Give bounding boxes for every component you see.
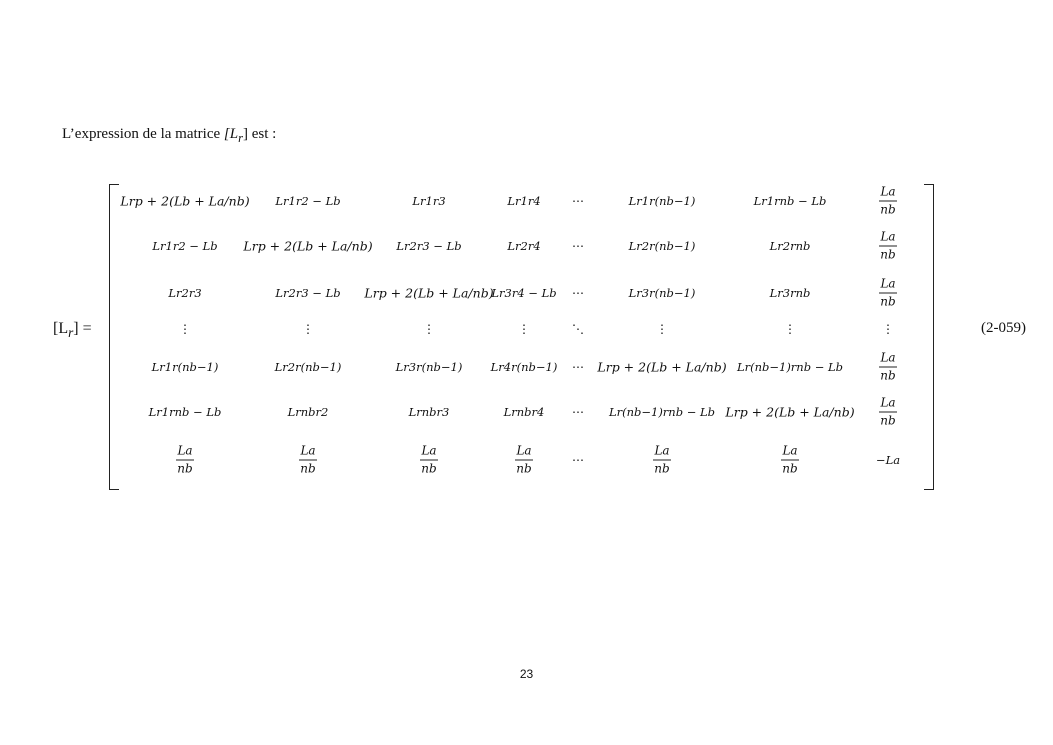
matrix-cell: ⋯ (572, 194, 584, 208)
matrix-cell: Lrp + 2(Lb + La/nb) (120, 193, 250, 209)
matrix-cell: ⋮ (302, 322, 314, 336)
matrix-cell: ⋯ (572, 405, 584, 419)
intro-sentence (62, 126, 276, 146)
matrix-cell: ⋱ (572, 322, 584, 336)
intro-matrix-bracket: ] (242, 126, 248, 142)
matrix-cell: ⋮ (423, 322, 435, 336)
matrix-cell: Lr2rnb (769, 239, 811, 253)
matrix-cell: ⋮ (518, 322, 530, 336)
matrix-cell: ⋮ (784, 322, 796, 336)
equation-lhs (53, 320, 92, 341)
matrix-cell: Lr2r(nb−1) (274, 360, 342, 374)
intro-prefix: L’expression de la matrice (62, 126, 224, 142)
intro-suffix: est : (247, 126, 277, 142)
matrix-cell: Lr1rnb − Lb (753, 194, 827, 208)
matrix-cell: Lr2r(nb−1) (628, 239, 696, 253)
matrix-cell: Lrp + 2(Lb + La/nb) (243, 238, 373, 254)
matrix-cell: Lr1r(nb−1) (151, 360, 219, 374)
matrix-cell: La nb (880, 229, 896, 262)
matrix-cell: Lr(nb−1)rnb − Lb (608, 405, 716, 419)
matrix-cell: Lr2r3 − Lb (275, 286, 341, 300)
matrix-cell: Lr3rnb (769, 286, 811, 300)
matrix-cell: ⋯ (572, 360, 584, 374)
matrix-cell: Lrnbr3 (408, 405, 450, 419)
matrix-cell: Lr1r2 − Lb (152, 239, 218, 253)
matrix-cell: La nb (880, 350, 896, 383)
intro-matrix-subscript: r (238, 131, 243, 145)
page-number: 23 (519, 667, 534, 681)
matrix-cell: Lr1r3 (412, 194, 446, 208)
matrix-cell: Lr3r(nb−1) (628, 286, 696, 300)
matrix-cell: La nb (880, 395, 896, 428)
matrix-cell: Lr(nb−1)rnb − Lb (736, 360, 844, 374)
matrix-cell: Lr1r(nb−1) (628, 194, 696, 208)
matrix-cell: Lrnbr4 (503, 405, 545, 419)
matrix-cell: ⋯ (572, 286, 584, 300)
matrix-cell: Lr2r4 (507, 239, 541, 253)
matrix-cell: Lr3r(nb−1) (395, 360, 463, 374)
matrix-cell: Lr4r(nb−1) (490, 360, 558, 374)
matrix-cell: ⋮ (656, 322, 668, 336)
lhs-symbol: [L (53, 320, 69, 337)
matrix-cell: Lr3r4 − Lb (491, 286, 557, 300)
matrix-cell: Lrnbr2 (287, 405, 329, 419)
equation-number: (2-059) (981, 320, 1026, 336)
matrix-cell: ⋯ (572, 453, 584, 467)
matrix-cell: Lr2r3 − Lb (396, 239, 462, 253)
matrix-cell: Lr1rnb − Lb (148, 405, 222, 419)
lhs-equals: ] = (73, 320, 92, 337)
matrix-left-bracket (109, 184, 119, 490)
matrix-cell: La nb (782, 443, 798, 476)
matrix-cell: Lr1r2 − Lb (275, 194, 341, 208)
matrix-right-bracket (924, 184, 934, 490)
matrix-cell: La nb (880, 276, 896, 309)
lhs-subscript: r (68, 325, 74, 341)
matrix-cell: Lr1r4 (507, 194, 541, 208)
matrix-cell: Lr2r3 (168, 286, 202, 300)
matrix-cell: Lrp + 2(Lb + La/nb) (597, 359, 727, 375)
matrix-cell: ⋮ (179, 322, 191, 336)
matrix-cell: Lrp + 2(Lb + La/nb) (725, 404, 855, 420)
matrix-cell: ⋮ (882, 322, 894, 336)
intro-matrix-symbol: [L (223, 126, 239, 142)
matrix-cell: ⋯ (572, 239, 584, 253)
matrix-cell: La nb (654, 443, 670, 476)
matrix-cell: Lrp + 2(Lb + La/nb) (364, 285, 494, 301)
matrix-cell: La nb (516, 443, 532, 476)
matrix-cell: La nb (177, 443, 193, 476)
matrix-cell: La nb (421, 443, 437, 476)
matrix-cell: La nb (300, 443, 316, 476)
matrix-cell: −La (875, 453, 901, 467)
matrix-cell: La nb (880, 184, 896, 217)
